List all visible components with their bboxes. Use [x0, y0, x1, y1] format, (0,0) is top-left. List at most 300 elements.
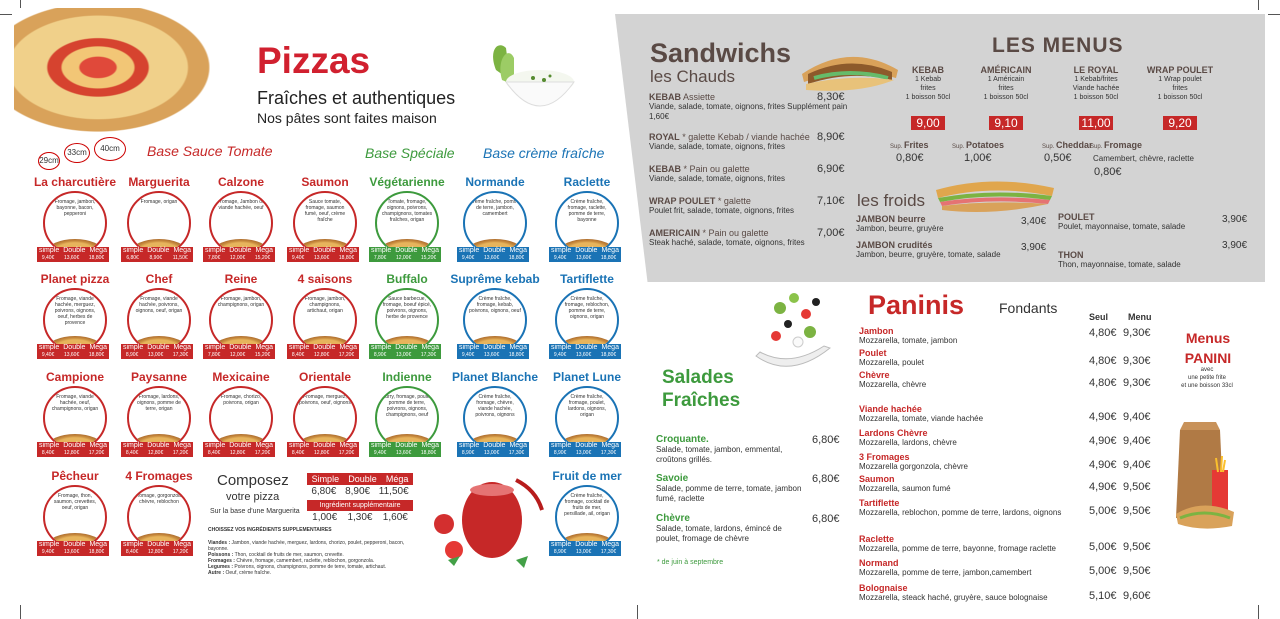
size-label: Mega [421, 247, 439, 254]
composez-prices [307, 486, 413, 497]
panini-price-seul: 5,00€ [1089, 505, 1117, 517]
menu-name: WRAP POULET [1146, 65, 1214, 75]
panini-item [859, 348, 1159, 368]
crop-mark [20, 605, 21, 619]
pizza-price-bar [287, 344, 359, 359]
panini-description: Mozzarella, pomme de terre, bayonne, fromage raclette [859, 544, 1056, 553]
price: 8,40€ [291, 352, 305, 358]
pizza-description: Fromage, viande hachée, merguez, poivrons, oignons, oeuf, herbes de provence [54, 296, 96, 326]
price: 8,40€ [207, 450, 221, 456]
pizza-circle [555, 191, 619, 255]
price: 13,60€ [483, 255, 500, 261]
price: 13,00€ [483, 450, 500, 456]
froid-description: Jambon, beurre, gruyère, tomate, salade [856, 250, 1001, 259]
price: 9,40€ [41, 352, 55, 358]
size-labels [37, 247, 109, 254]
pizza-name: Saumon [301, 175, 349, 189]
price: 8,40€ [125, 450, 139, 456]
pizza-description: Crème fraîche, fromage, chèvre, viande hachée, poivrons, oignons [475, 394, 515, 418]
pizza-description: Fromage, jambon, bayonne, bacon, pepperoni [54, 199, 96, 217]
pizza-price-bar [121, 442, 193, 457]
supplement-name: Frites [904, 140, 929, 150]
size-label: simple [551, 344, 572, 351]
size-label: simple [39, 541, 60, 548]
price: 13,60€ [63, 352, 80, 358]
size-label: Mega [421, 344, 439, 351]
size-prices [121, 352, 193, 358]
pizza-circle [375, 288, 439, 352]
size-labels [203, 247, 275, 254]
panini-price-menu: 9,40€ [1123, 435, 1151, 447]
menus-panini-detail-3: et une boisson 33cl [1181, 383, 1233, 389]
price: 13,60€ [63, 549, 80, 555]
price: 17,30€ [600, 450, 617, 456]
pizza-card [124, 469, 194, 561]
panini-item [859, 404, 1159, 424]
size-label: simple [205, 247, 226, 254]
size-label: Mega [89, 442, 107, 449]
sup-prefix: Sup. [1042, 144, 1055, 150]
pizza-circle [43, 386, 107, 450]
pizza-card [552, 272, 622, 364]
pizza-name: Raclette [563, 175, 611, 189]
size-label: simple [551, 247, 572, 254]
sandwich-name: AMERICAIN [649, 228, 700, 238]
size-40: 40cm [94, 137, 126, 161]
pizza-circle [463, 191, 527, 255]
pizza-price-bar [549, 541, 621, 556]
pizza-card [369, 175, 445, 267]
legumes-label: Legumes : [208, 564, 234, 570]
pizza-name: Fruit de mer [552, 469, 622, 483]
size-labels [549, 247, 621, 254]
double-header: Double [348, 474, 377, 484]
ingredient-supplement-header: Ingrédient supplémentaire [307, 500, 413, 511]
pizza-card [124, 370, 194, 462]
price: 9,40€ [373, 450, 387, 456]
pizza-description: Crème fraîche, fromage, raclette, pomme de terre, bayonne [567, 199, 607, 223]
pizza-card [40, 272, 110, 364]
size-label: Mega [89, 541, 107, 548]
pizza-price-bar [287, 442, 359, 457]
froid-name: POULET [1058, 212, 1095, 222]
fromages-text: Chèvre, fromage, camembert, raclette, reblochon, gorgonzola. [236, 558, 375, 564]
size-label: Mega [601, 442, 619, 449]
price: 8,90€ [373, 352, 387, 358]
pizza-card [552, 469, 622, 561]
pizza-circle [127, 288, 191, 352]
size-prices [203, 450, 275, 456]
col-seul-header: Seul [1089, 312, 1109, 322]
panini-price-seul: 4,90€ [1089, 435, 1117, 447]
supplement-price: 0,50€ [1044, 152, 1072, 164]
price: 9,40€ [41, 549, 55, 555]
kebab-image [800, 40, 900, 92]
size-label: Mega [509, 442, 527, 449]
panini-item [859, 474, 1159, 494]
pizza-price-bar [37, 541, 109, 556]
pizza-name: Reine [224, 272, 258, 286]
panini-price-menu: 9,50€ [1123, 505, 1151, 517]
size-label: simple [551, 541, 572, 548]
panini-description: Mozzarella, saumon fumé [859, 484, 951, 493]
panini-name: 3 Fromages [859, 452, 910, 462]
pizza-card [33, 175, 117, 267]
sandwich-description: Viande, salade, tomate, oignons, frites [649, 142, 785, 151]
size-33: 33cm [64, 143, 90, 163]
size-labels [549, 442, 621, 449]
pizza-name: Calzone [217, 175, 264, 189]
panini-description: Mozzarella, chèvre [859, 380, 927, 389]
price: 18,80€ [88, 255, 105, 261]
price: 17,20€ [254, 450, 271, 456]
size-labels [287, 247, 359, 254]
pizza-description: Fromage, jambon, champignons, origan [217, 296, 265, 308]
crop-mark [0, 14, 12, 15]
price: 9,40€ [41, 255, 55, 261]
pizza-card [206, 175, 276, 267]
menus-panini-line1: Menus [1185, 330, 1231, 346]
size-label: Double [229, 442, 252, 449]
panini-price-seul: 5,10€ [1089, 590, 1117, 602]
crop-mark [1258, 0, 1259, 10]
supplement-label [890, 140, 929, 150]
price: 1,00€ [312, 512, 338, 523]
panini-price-menu: 9,30€ [1123, 377, 1151, 389]
size-label: Double [63, 442, 86, 449]
autre-text: Oeuf, crème fraîche. [225, 570, 272, 576]
pizza-circle [375, 191, 439, 255]
price: 18,80€ [600, 255, 617, 261]
menus-panini-detail-1: avec [1200, 367, 1214, 373]
pizza-card [290, 272, 360, 364]
sandwich-item [649, 196, 849, 216]
menu-name: KEBAB [911, 65, 944, 75]
panini-price-menu: 9,60€ [1123, 590, 1151, 602]
price: 17,30€ [508, 450, 525, 456]
salade-name: Chèvre [656, 513, 690, 524]
salade-price: 6,80€ [812, 513, 840, 525]
pizza-price-bar [37, 344, 109, 359]
size-label: Double [147, 344, 170, 351]
sandwich-description: Viande, salade, tomate, oignons, frites Supplément pain 1,60€ [649, 102, 848, 121]
size-label: simple [371, 247, 392, 254]
froid-name: THON [1058, 250, 1084, 260]
froid-item [1058, 212, 1193, 232]
composez-note: Sur la base d'une Marguerita [210, 508, 300, 515]
size-prices [549, 352, 621, 358]
panini-price-seul: 4,90€ [1089, 481, 1117, 493]
price: 12,00€ [395, 255, 412, 261]
pizza-circle [43, 485, 107, 549]
size-labels [37, 442, 109, 449]
sandwichs-subtitle: les Chauds [650, 67, 736, 86]
panini-description: Mozzarella, lardons, chèvre [859, 438, 957, 447]
salade-description: Salade, pomme de terre, tomate, jambon fumé, raclette [656, 484, 802, 503]
price: 12,80€ [313, 352, 330, 358]
size-label: Double [229, 247, 252, 254]
price: 7,80€ [207, 352, 221, 358]
size-label: Double [147, 247, 170, 254]
price: 13,60€ [575, 352, 592, 358]
size-label: Double [575, 541, 598, 548]
menu-name: AMÉRICAIN [980, 65, 1032, 75]
pizza-circle [463, 386, 527, 450]
supplement-detail: Camembert, chèvre, raclette [1093, 154, 1194, 163]
panini-item [859, 428, 1159, 448]
size-label: Mega [421, 442, 439, 449]
size-label: Mega [601, 541, 619, 548]
pizza-price-bar [549, 344, 621, 359]
size-label: Double [575, 247, 598, 254]
price: 8,90€ [461, 450, 475, 456]
froid-name: JAMBON crudités [856, 240, 933, 250]
salade-item [656, 435, 846, 465]
crop-mark [637, 605, 638, 619]
panini-price-menu: 9,50€ [1123, 541, 1151, 553]
pizza-name: Planet Lune [552, 370, 621, 384]
pizza-circle [43, 288, 107, 352]
size-labels [549, 344, 621, 351]
size-prices [287, 352, 359, 358]
panini-price-menu: 9,40€ [1123, 411, 1151, 423]
size-label: simple [123, 344, 144, 351]
pizza-description: Crème fraîche, fromage, kebab, poivrons, oignons, oeuf [469, 296, 521, 314]
pizza-circle [555, 288, 619, 352]
size-label: Double [313, 442, 336, 449]
size-label: Double [395, 442, 418, 449]
price: 17,20€ [338, 352, 355, 358]
pizza-price-bar [203, 442, 275, 457]
size-label: Double [63, 247, 86, 254]
froids-title: les froids [857, 191, 926, 210]
size-label: Double [483, 442, 506, 449]
supplement-name: Fromage [1104, 140, 1143, 150]
size-labels [287, 344, 359, 351]
price: 9,40€ [461, 255, 475, 261]
size-label: Double [313, 344, 336, 351]
menus-panini-line2: PANINI [1184, 350, 1232, 366]
size-label: simple [551, 442, 572, 449]
salade-item [656, 514, 846, 544]
supplement-label [952, 140, 1004, 150]
pizza-name: Chef [145, 272, 173, 286]
pizza-name: La charcutière [33, 175, 117, 189]
price: 13,00€ [147, 352, 164, 358]
pizza-description: Sauce barbecue, fromage, boeuf épicé, poivrons, oignons, herbe de provence [382, 296, 432, 320]
price: 18,80€ [420, 450, 437, 456]
panini-item [859, 558, 1159, 578]
pizza-circle [293, 288, 357, 352]
froid-description: Thon, mayonnaise, tomate, salade [1058, 260, 1181, 269]
pizza-name: Planet Blanche [451, 370, 539, 384]
size-label: Double [395, 344, 418, 351]
size-prices [457, 450, 529, 456]
viandes-label: Viandes : [208, 540, 231, 546]
size-label: simple [39, 247, 60, 254]
col-menu-header: Menu [1128, 312, 1152, 322]
price: 8,40€ [125, 549, 139, 555]
salade-description: Salade, tomate, lardons, émincé de poulet, fromage de chèvre [656, 524, 782, 543]
size-labels [37, 541, 109, 548]
menu-price-badge: 11,00 [1079, 116, 1113, 130]
pizza-price-bar [121, 541, 193, 556]
panini-name: Tartiflette [859, 498, 900, 508]
size-label: simple [289, 442, 310, 449]
size-label: simple [123, 247, 144, 254]
size-labels [369, 247, 441, 254]
poissons-label: Poissons : [208, 552, 234, 558]
size-labels [457, 344, 529, 351]
salades-note: * de juin à septembre [657, 559, 724, 566]
size-prices [37, 255, 109, 261]
panini-name: Normand [859, 558, 899, 568]
menu-line: 1 boisson 50cl [905, 94, 951, 101]
sandwich-name: KEBAB [649, 164, 682, 174]
price: 9,40€ [291, 255, 305, 261]
size-prices [121, 450, 193, 456]
panini-name: Lardons Chèvre [859, 428, 928, 438]
size-prices [287, 255, 359, 261]
menu-column [966, 66, 1046, 102]
base-creme-label: Base crème fraîche [483, 145, 605, 161]
froid-price: 3,90€ [1222, 214, 1248, 225]
pizza-price-bar [457, 442, 529, 457]
pizza-description: Fromage, viande hachée, poivrons, oignons, oeuf, origan [135, 296, 183, 314]
size-prices [369, 255, 441, 261]
panini-name: Poulet [859, 348, 887, 358]
sandwich-name: KEBAB [649, 92, 682, 102]
pizza-card [206, 370, 276, 462]
pizza-description: Fromage, origan [140, 199, 178, 205]
size-label: simple [371, 442, 392, 449]
sandwich-name: WRAP POULET [649, 196, 716, 206]
menus-panini-detail-2: une petite frite [1187, 375, 1227, 381]
panini-price-seul: 4,90€ [1089, 459, 1117, 471]
price: 17,20€ [172, 549, 189, 555]
sandwichs-title: Sandwichs [650, 38, 792, 68]
pizzas-subtitle-2: Nos pâtes sont faites maison [257, 110, 437, 126]
sandwich-price: 8,30€ [817, 91, 845, 103]
pizza-description: Curry, fromage, poulet, pomme de terre, poivrons, oignons, champignons, oeuf [381, 394, 433, 418]
size-label: Double [483, 247, 506, 254]
price: 8,40€ [41, 450, 55, 456]
base-tomate-label: Base Sauce Tomate [147, 143, 273, 159]
price: 12,00€ [229, 352, 246, 358]
pizza-card [40, 370, 110, 462]
panini-price-seul: 4,80€ [1089, 377, 1117, 389]
pizza-name: 4 saisons [297, 272, 353, 286]
simple-header: Simple [311, 474, 340, 484]
ingredient-prices [307, 512, 413, 523]
size-label: simple [123, 541, 144, 548]
sandwich-extra: * galette Kebab / viande hachée [682, 132, 810, 142]
price: 12,80€ [63, 450, 80, 456]
pizza-circle [209, 288, 273, 352]
size-prices [457, 255, 529, 261]
size-label: Double [575, 442, 598, 449]
pizza-name: Campione [45, 370, 104, 384]
composez-subtitle: votre pizza [226, 491, 280, 503]
price: 12,80€ [313, 450, 330, 456]
panini-description: Mozzarella gorgonzola, chèvre [859, 462, 968, 471]
pizza-description: Crème fraîche, fromage, cocktail de fruits de mer, persillade, ail, origan [564, 493, 610, 517]
menu-price-badge: 9,00 [911, 116, 945, 130]
menus-panini-details [1172, 366, 1242, 390]
size-labels [37, 344, 109, 351]
pizza-card [124, 272, 194, 364]
supplement-price: 0,80€ [1094, 166, 1122, 178]
size-prices [549, 549, 621, 555]
pizza-card [290, 175, 360, 267]
price: 15,20€ [420, 255, 437, 261]
size-labels [549, 541, 621, 548]
sandwich-item [649, 228, 849, 248]
price: 7,80€ [207, 255, 221, 261]
price: 13,60€ [395, 450, 412, 456]
pizza-price-bar [549, 442, 621, 457]
salade-item [656, 474, 846, 504]
pizza-price-bar [457, 344, 529, 359]
ingredient-list [208, 540, 423, 576]
menu-line: frites [998, 85, 1014, 92]
price: 6,80€ [126, 255, 139, 261]
salade-price: 6,80€ [812, 434, 840, 446]
salades-title-line2: Fraîches [662, 390, 741, 411]
panini-price-menu: 9,50€ [1123, 565, 1151, 577]
menu-column [1056, 66, 1136, 102]
salade-name: Savoie [656, 473, 689, 484]
pizza-price-bar [549, 247, 621, 262]
price: 12,80€ [147, 549, 164, 555]
price: 17,30€ [600, 549, 617, 555]
supplement-price: 0,80€ [896, 152, 924, 164]
size-label: Mega [173, 247, 191, 254]
pizza-description: Crème fraîche, fromage, reblochon, pomme de terre, oignons, origan [564, 296, 610, 320]
size-label: simple [371, 344, 392, 351]
menus-panini-title [1178, 328, 1238, 368]
sandwich-description: Poulet frit, salade, tomate, oignons, frites [649, 206, 794, 215]
pizza-name: Marguerita [128, 175, 190, 189]
panini-name: Chèvre [859, 370, 890, 380]
size-label: Double [483, 344, 506, 351]
price: 13,00€ [575, 450, 592, 456]
size-label: Double [313, 247, 336, 254]
froid-price: 3,90€ [1222, 240, 1248, 251]
price: 13,60€ [313, 255, 330, 261]
price: 8,90€ [149, 255, 163, 261]
pizza-description: Crème fraîche, fromage, poulet, lardons, oignons, origan [567, 394, 607, 418]
size-prices [121, 255, 193, 261]
price: 18,80€ [508, 255, 525, 261]
pizza-circle [293, 191, 357, 255]
panini-price-menu: 9,30€ [1123, 355, 1151, 367]
size-label: simple [39, 442, 60, 449]
menu-line: Viande hachée [1072, 85, 1120, 92]
pizza-name: Paysanne [130, 370, 188, 384]
price: 13,60€ [63, 255, 80, 261]
sandwich-extra: * Pain ou galette [683, 164, 750, 174]
salade-price: 6,80€ [812, 473, 840, 485]
size-labels [121, 247, 193, 254]
pizza-card [290, 370, 360, 462]
price: 17,20€ [338, 450, 355, 456]
price: 7,80€ [373, 255, 387, 261]
froid-description: Poulet, mayonnaise, tomate, salade [1058, 222, 1186, 231]
pizza-price-bar [37, 442, 109, 457]
price: 13,00€ [395, 352, 412, 358]
crop-mark [1258, 605, 1259, 619]
